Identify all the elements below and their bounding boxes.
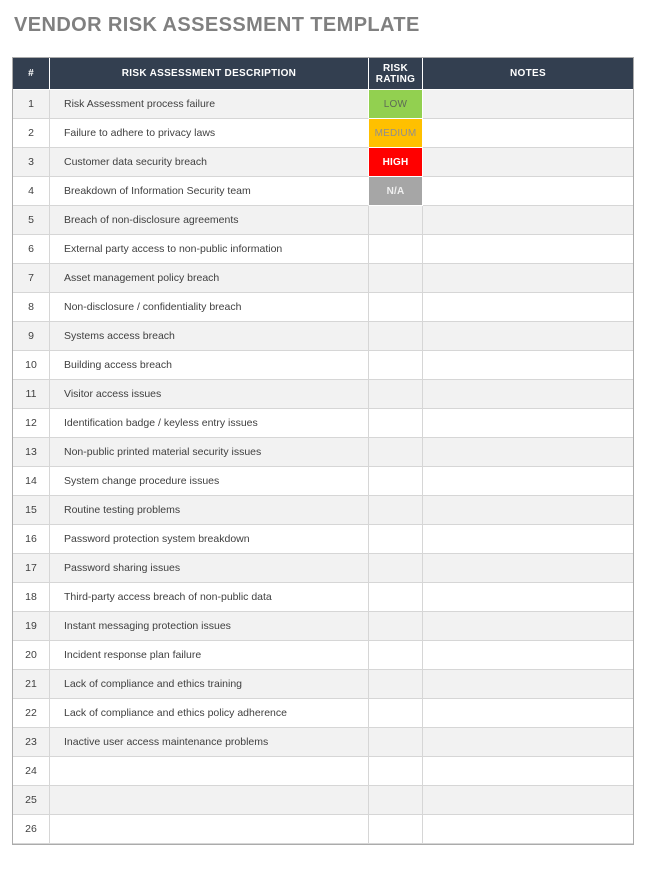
row-rating-cell[interactable] [369, 525, 423, 554]
row-description-cell[interactable]: Incident response plan failure [50, 641, 369, 670]
table-row [13, 496, 633, 525]
row-notes-cell[interactable] [423, 670, 633, 699]
table-row [13, 525, 633, 554]
row-number-cell: 25 [13, 786, 50, 815]
table-row [13, 583, 633, 612]
row-rating-cell[interactable] [369, 757, 423, 786]
row-rating-cell[interactable] [369, 351, 423, 380]
row-rating-cell[interactable] [369, 206, 423, 235]
row-number-cell: 2 [13, 119, 50, 148]
row-rating-cell[interactable] [369, 119, 423, 148]
table-row [13, 815, 633, 844]
table-row [13, 467, 633, 496]
table-row [13, 264, 633, 293]
table-row [13, 148, 633, 177]
row-notes-cell[interactable] [423, 206, 633, 235]
row-notes-cell[interactable] [423, 496, 633, 525]
row-description-cell[interactable]: System change procedure issues [50, 467, 369, 496]
row-number-cell: 3 [13, 148, 50, 177]
row-rating-cell[interactable] [369, 786, 423, 815]
row-number-cell: 14 [13, 467, 50, 496]
table-body [13, 90, 633, 844]
row-rating-cell[interactable] [369, 641, 423, 670]
row-number-cell: 9 [13, 322, 50, 351]
row-notes-cell[interactable] [423, 815, 633, 844]
row-number-cell: 1 [13, 90, 50, 119]
row-notes-cell[interactable] [423, 119, 633, 148]
row-notes-cell[interactable] [423, 612, 633, 641]
row-notes-cell[interactable] [423, 728, 633, 757]
row-number-cell: 18 [13, 583, 50, 612]
row-number-cell: 22 [13, 699, 50, 728]
row-description-cell[interactable]: Lack of compliance and ethics training [50, 670, 369, 699]
row-description-cell[interactable]: Third-party access breach of non-public data [50, 583, 369, 612]
row-rating-cell[interactable] [369, 177, 423, 206]
risk-assessment-table [12, 57, 634, 845]
table-row [13, 206, 633, 235]
row-number-cell: 8 [13, 293, 50, 322]
row-notes-cell[interactable] [423, 409, 633, 438]
row-description-cell[interactable] [50, 786, 369, 815]
row-number-cell: 23 [13, 728, 50, 757]
row-description-cell[interactable]: Lack of compliance and ethics policy adherence [50, 699, 369, 728]
row-number-cell: 7 [13, 264, 50, 293]
row-rating-cell[interactable] [369, 235, 423, 264]
row-notes-cell[interactable] [423, 235, 633, 264]
row-number-cell: 10 [13, 351, 50, 380]
row-number-cell: 15 [13, 496, 50, 525]
row-rating-cell[interactable] [369, 293, 423, 322]
row-rating-cell[interactable] [369, 728, 423, 757]
table-row [13, 786, 633, 815]
row-notes-cell[interactable] [423, 148, 633, 177]
table-row [13, 612, 633, 641]
row-number-cell: 6 [13, 235, 50, 264]
row-notes-cell[interactable] [423, 351, 633, 380]
row-number-cell: 17 [13, 554, 50, 583]
row-rating-cell[interactable] [369, 612, 423, 641]
row-number-cell: 5 [13, 206, 50, 235]
row-notes-cell[interactable] [423, 641, 633, 670]
risk-rating-badge[interactable]: LOW [369, 90, 422, 118]
header-row [13, 58, 633, 90]
row-number-cell: 20 [13, 641, 50, 670]
row-notes-cell[interactable] [423, 90, 633, 119]
row-rating-cell[interactable] [369, 148, 423, 177]
risk-rating-badge[interactable]: MEDIUM [369, 119, 422, 147]
row-description-cell[interactable]: Inactive user access maintenance problems [50, 728, 369, 757]
table-row [13, 119, 633, 148]
row-notes-cell[interactable] [423, 177, 633, 206]
row-number-cell: 19 [13, 612, 50, 641]
row-rating-cell[interactable] [369, 467, 423, 496]
row-description-cell[interactable]: Password sharing issues [50, 554, 369, 583]
row-description-cell[interactable]: Asset management policy breach [50, 264, 369, 293]
page-title: VENDOR RISK ASSESSMENT TEMPLATE [14, 14, 420, 36]
col-header-risk-rating: RISK RATING [369, 58, 423, 90]
row-notes-cell[interactable] [423, 293, 633, 322]
col-header-description: RISK ASSESSMENT DESCRIPTION [50, 58, 369, 90]
row-rating-cell[interactable] [369, 90, 423, 119]
table-row [13, 351, 633, 380]
row-number-cell: 26 [13, 815, 50, 844]
risk-rating-badge[interactable]: HIGH [369, 148, 422, 176]
row-notes-cell[interactable] [423, 699, 633, 728]
row-rating-cell[interactable] [369, 670, 423, 699]
row-notes-cell[interactable] [423, 554, 633, 583]
row-rating-cell[interactable] [369, 264, 423, 293]
row-rating-cell[interactable] [369, 438, 423, 467]
row-notes-cell[interactable] [423, 438, 633, 467]
table-row [13, 409, 633, 438]
table-row [13, 322, 633, 351]
row-description-cell[interactable]: Risk Assessment process failure [50, 90, 369, 119]
row-description-cell[interactable]: Password protection system breakdown [50, 525, 369, 554]
table-row [13, 728, 633, 757]
table-row [13, 293, 633, 322]
row-number-cell: 13 [13, 438, 50, 467]
row-description-cell[interactable] [50, 757, 369, 786]
risk-rating-badge[interactable]: N/A [369, 177, 422, 205]
row-number-cell: 11 [13, 380, 50, 409]
table-row [13, 699, 633, 728]
row-notes-cell[interactable] [423, 322, 633, 351]
row-notes-cell[interactable] [423, 380, 633, 409]
row-rating-cell[interactable] [369, 554, 423, 583]
table-row [13, 641, 633, 670]
row-number-cell: 16 [13, 525, 50, 554]
row-rating-cell[interactable] [369, 583, 423, 612]
table-row [13, 554, 633, 583]
row-description-cell[interactable]: External party access to non-public information [50, 235, 369, 264]
row-description-cell[interactable]: Identification badge / keyless entry issues [50, 409, 369, 438]
row-rating-cell[interactable] [369, 699, 423, 728]
table-row [13, 757, 633, 786]
row-notes-cell[interactable] [423, 583, 633, 612]
row-description-cell[interactable]: Non-public printed material security issues [50, 438, 369, 467]
row-description-cell[interactable]: Failure to adhere to privacy laws [50, 119, 369, 148]
table-row [13, 235, 633, 264]
row-description-cell[interactable]: Systems access breach [50, 322, 369, 351]
row-description-cell[interactable]: Non-disclosure / confidentiality breach [50, 293, 369, 322]
row-description-cell[interactable]: Visitor access issues [50, 380, 369, 409]
row-description-cell[interactable]: Building access breach [50, 351, 369, 380]
col-header-notes: NOTES [423, 58, 633, 90]
table-row [13, 438, 633, 467]
table-row [13, 90, 633, 119]
row-number-cell: 24 [13, 757, 50, 786]
row-notes-cell[interactable] [423, 467, 633, 496]
row-rating-cell[interactable] [369, 380, 423, 409]
table-row [13, 177, 633, 206]
row-description-cell[interactable]: Routine testing problems [50, 496, 369, 525]
row-description-cell[interactable]: Breach of non-disclosure agreements [50, 206, 369, 235]
row-description-cell[interactable] [50, 815, 369, 844]
row-number-cell: 12 [13, 409, 50, 438]
row-notes-cell[interactable] [423, 264, 633, 293]
row-notes-cell[interactable] [423, 525, 633, 554]
row-description-cell[interactable]: Instant messaging protection issues [50, 612, 369, 641]
row-description-cell[interactable]: Customer data security breach [50, 148, 369, 177]
row-number-cell: 21 [13, 670, 50, 699]
row-rating-cell[interactable] [369, 815, 423, 844]
row-description-cell[interactable]: Breakdown of Information Security team [50, 177, 369, 206]
table-row [13, 670, 633, 699]
row-rating-cell[interactable] [369, 409, 423, 438]
row-number-cell: 4 [13, 177, 50, 206]
table-row [13, 380, 633, 409]
row-notes-cell[interactable] [423, 757, 633, 786]
row-rating-cell[interactable] [369, 496, 423, 525]
col-header-number: # [13, 58, 50, 90]
row-rating-cell[interactable] [369, 322, 423, 351]
row-notes-cell[interactable] [423, 786, 633, 815]
